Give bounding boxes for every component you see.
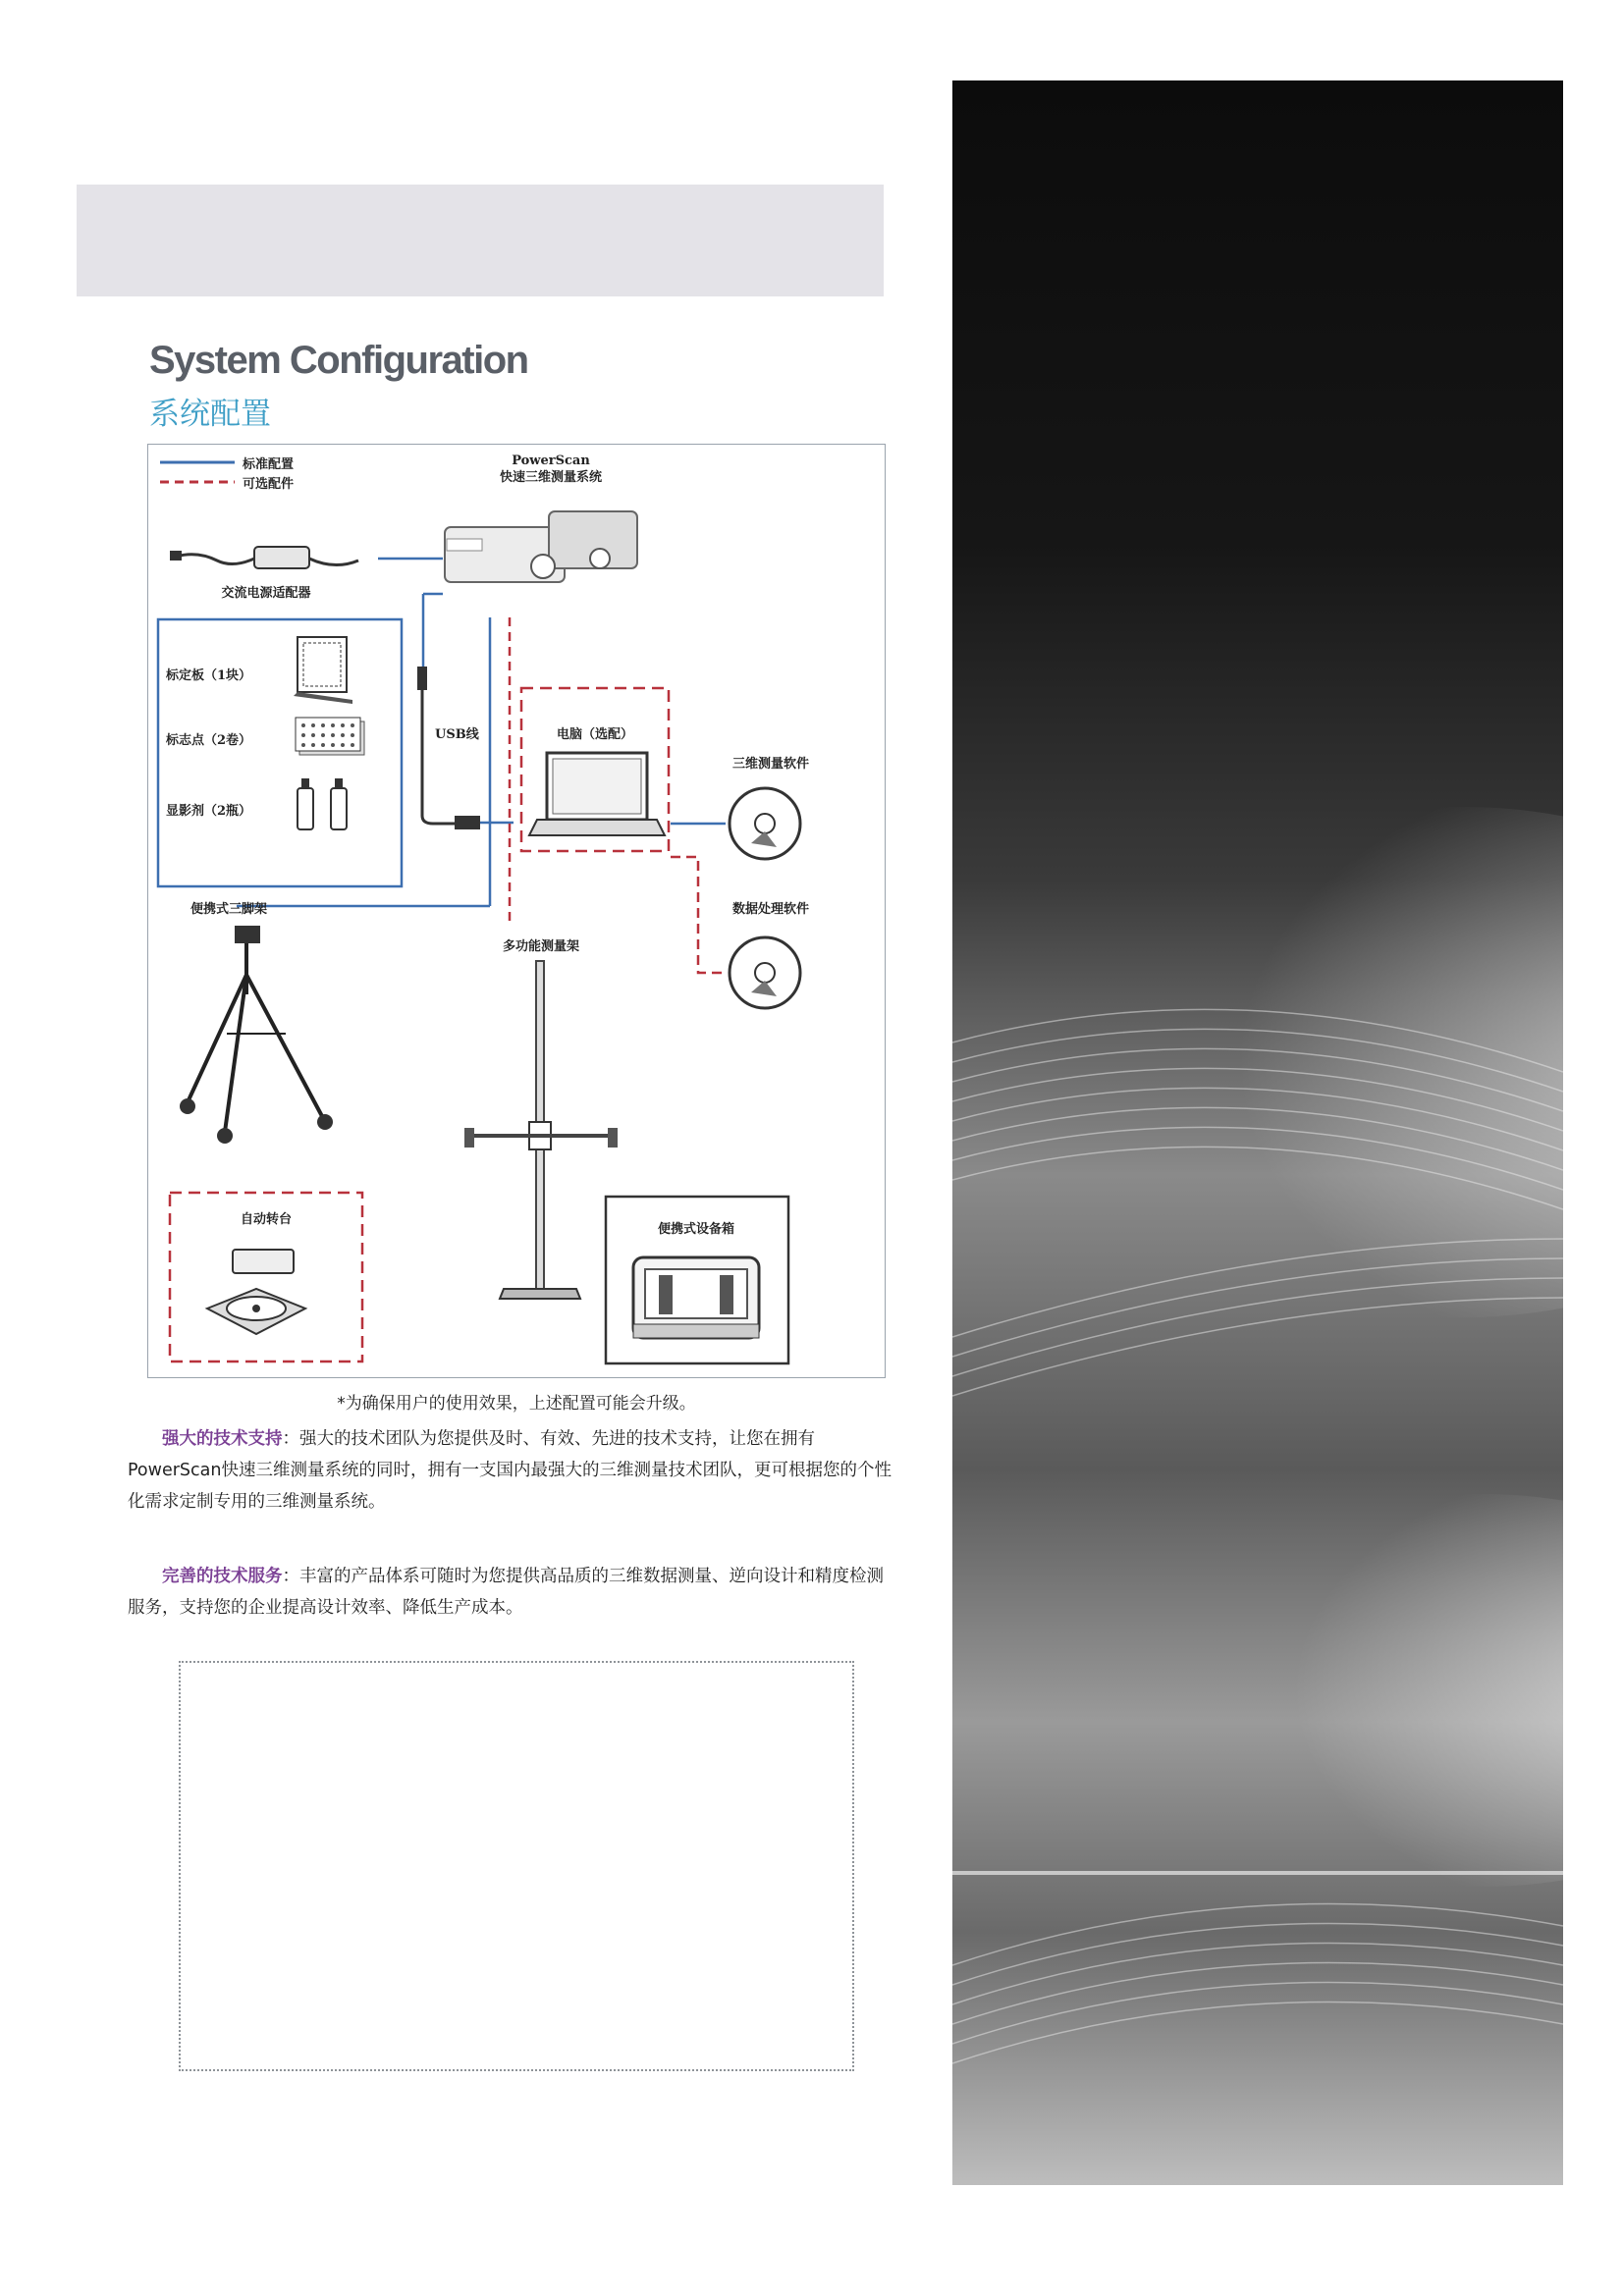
software-disc-icon xyxy=(730,788,800,859)
tripod-label: 便携式三脚架 xyxy=(189,902,268,917)
service-paragraph xyxy=(128,1561,893,1624)
support-paragraph xyxy=(128,1423,893,1518)
support-body: ：强大的技术团队为您提供及时、有效、先进的技术支持，让您在拥有PowerScan快速三维测量系统的同时，拥有一支国内最强大的三维测量技术团队，更可根据您的个性化需求定制专用的三维测量系统。 xyxy=(128,1429,892,1512)
developer-label: 显影剂（2瓶） xyxy=(166,804,252,819)
scanner-label: PowerScan 快速三维测量系统 xyxy=(499,454,603,485)
adapter-label: 交流电源适配器 xyxy=(221,586,311,601)
laptop-icon xyxy=(529,753,665,835)
legend-standard-label: 标准配置 xyxy=(243,457,295,472)
decorative-side-panel xyxy=(952,80,1563,2185)
power-adapter-icon xyxy=(170,547,358,568)
software-3d-label: 三维测量软件 xyxy=(731,757,810,772)
header-band xyxy=(77,185,884,296)
software-disc-icon xyxy=(730,937,800,1008)
page-title: System Configuration xyxy=(149,339,528,382)
usb-cable-label: USB线 xyxy=(435,727,479,742)
placeholder-box xyxy=(179,1661,854,2071)
legend-optional-label: 可选配件 xyxy=(243,477,295,492)
spray-bottle-icon xyxy=(298,778,347,829)
marker-sheet-icon xyxy=(296,718,364,755)
markers-label: 标志点（2卷） xyxy=(166,733,252,748)
stand-label: 多功能测量架 xyxy=(502,939,580,954)
abstract-wave-graphic xyxy=(952,80,1563,2185)
computer-label: 电脑（选配） xyxy=(556,727,634,742)
system-configuration-diagram xyxy=(147,444,886,1378)
turntable-icon xyxy=(207,1250,305,1334)
page-subtitle: 系统配置 xyxy=(149,397,271,432)
tripod-icon xyxy=(180,926,333,1144)
calibration-board-label: 标定板（1块） xyxy=(166,668,252,683)
service-lead: 完善的技术服务 xyxy=(162,1567,283,1586)
configuration-note: *为确保用户的使用效果，上述配置可能会升级。 xyxy=(337,1394,696,1414)
case-label: 便携式设备箱 xyxy=(657,1222,735,1237)
calibration-board-icon xyxy=(294,637,352,704)
equipment-case-icon xyxy=(633,1257,759,1338)
scanner-icon xyxy=(445,511,637,582)
service-body: ：丰富的产品体系可随时为您提供高品质的三维数据测量、逆向设计和精度检测服务，支持您的企业提高设计效率、降低生产成本。 xyxy=(128,1567,884,1618)
turntable-label: 自动转台 xyxy=(240,1212,293,1227)
support-lead: 强大的技术支持 xyxy=(162,1429,283,1449)
measuring-stand-icon xyxy=(464,961,618,1299)
software-data-label: 数据处理软件 xyxy=(731,902,810,917)
